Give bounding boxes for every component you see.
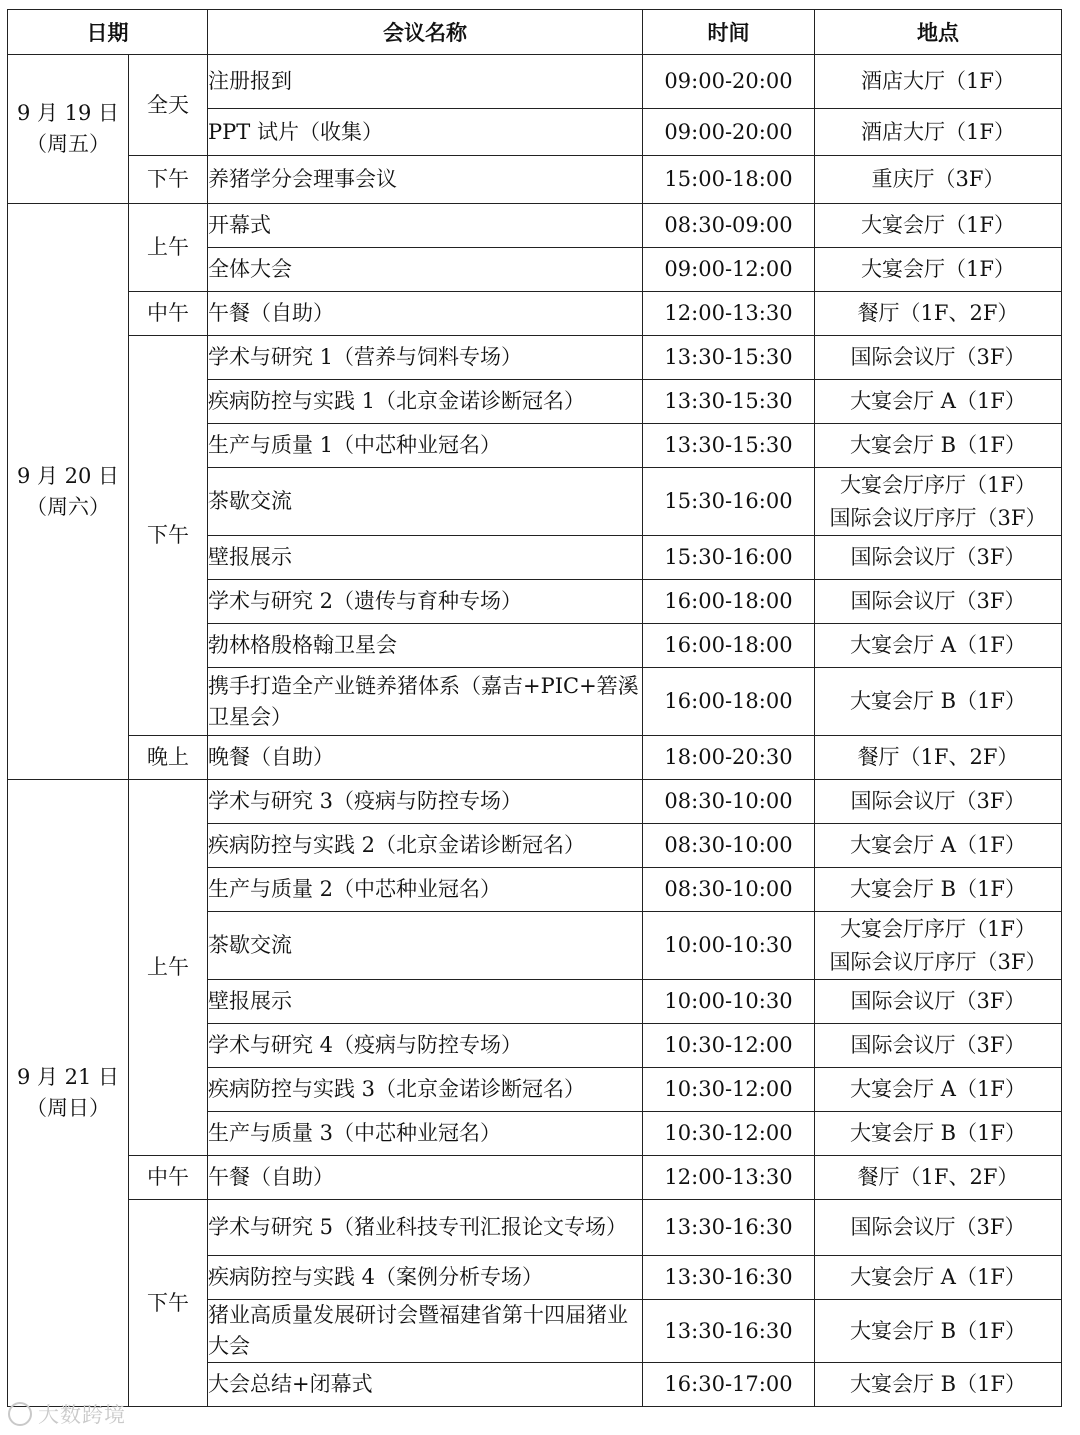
location-line: 大宴会厅 B（1F）: [849, 1121, 1027, 1145]
meeting-location: [815, 424, 1062, 468]
meeting-location: [815, 292, 1062, 336]
location-line: 大宴会厅 A（1F）: [850, 389, 1026, 413]
meeting-location: [815, 1156, 1062, 1200]
meeting-time: 15:30-16:00: [643, 468, 815, 536]
meeting-time: 16:00-18:00: [643, 580, 815, 624]
meeting-time: 13:30-16:30: [643, 1300, 815, 1363]
header-location: 地点: [815, 10, 1062, 55]
meeting-time: 16:00-18:00: [643, 668, 815, 736]
meeting-name: 养猪学分会理事会议: [208, 156, 643, 204]
location-line: 国际会议厅序厅（3F）: [829, 949, 1047, 974]
location-line: 餐厅（1F、2F）: [857, 1165, 1019, 1189]
meeting-time: 13:30-15:30: [643, 424, 815, 468]
location-line: 大宴会厅（1F）: [861, 257, 1015, 281]
meeting-location: [815, 580, 1062, 624]
location-line: 国际会议厅（3F）: [850, 1215, 1026, 1239]
meeting-name: 猪业高质量发展研讨会暨福建省第十四届猪业大会: [208, 1300, 643, 1363]
meeting-name: 午餐（自助）: [208, 1156, 643, 1200]
location-line: 大宴会厅 B（1F）: [849, 433, 1027, 457]
meeting-location: [815, 1200, 1062, 1256]
meeting-location: [815, 1300, 1062, 1363]
meeting-location: [815, 156, 1062, 204]
location-line: 国际会议厅（3F）: [850, 989, 1026, 1013]
watermark-text: 大数跨境: [38, 1403, 126, 1427]
meeting-name: 学术与研究 5（猪业科技专刊汇报论文专场）: [208, 1200, 643, 1256]
location-line: 酒店大厅（1F）: [861, 69, 1015, 93]
meeting-time: 10:00-10:30: [643, 912, 815, 980]
meeting-location: [815, 736, 1062, 780]
meeting-name: 生产与质量 2（中芯种业冠名）: [208, 868, 643, 912]
meeting-name: 学术与研究 3（疫病与防控专场）: [208, 780, 643, 824]
date-cell: [8, 204, 129, 780]
period-cell: 晚上: [129, 736, 208, 780]
meeting-name: 疾病防控与实践 2（北京金诺诊断冠名）: [208, 824, 643, 868]
period-cell: 全天: [129, 55, 208, 156]
meeting-time: 13:30-15:30: [643, 336, 815, 380]
meeting-name: 疾病防控与实践 4（案例分析专场）: [208, 1256, 643, 1300]
location-line: 大宴会厅序厅（1F）: [840, 916, 1036, 941]
location-line: 大宴会厅 A（1F）: [850, 1077, 1026, 1101]
meeting-time: 10:30-12:00: [643, 1112, 815, 1156]
meeting-time: 09:00-20:00: [643, 55, 815, 109]
meeting-location: [815, 824, 1062, 868]
meeting-name: 茶歇交流: [208, 468, 643, 536]
meeting-location: [815, 980, 1062, 1024]
meeting-name: 疾病防控与实践 1（北京金诺诊断冠名）: [208, 380, 643, 424]
meeting-location: [815, 336, 1062, 380]
schedule-body: [8, 55, 1062, 1407]
weekday-text: （周六）: [26, 494, 110, 519]
meeting-time: 08:30-10:00: [643, 868, 815, 912]
period-cell: 中午: [129, 292, 208, 336]
meeting-name: 壁报展示: [208, 536, 643, 580]
meeting-time: 09:00-20:00: [643, 109, 815, 156]
meeting-name: PPT 试片（收集）: [208, 109, 643, 156]
location-line: 国际会议厅序厅（3F）: [829, 505, 1047, 530]
table-row: [8, 336, 1062, 380]
table-row: [8, 780, 1062, 824]
meeting-location: [815, 868, 1062, 912]
meeting-name: 注册报到: [208, 55, 643, 109]
location-line: 国际会议厅（3F）: [850, 789, 1026, 813]
meeting-name: 疾病防控与实践 3（北京金诺诊断冠名）: [208, 1068, 643, 1112]
meeting-name: 学术与研究 1（营养与饲料专场）: [208, 336, 643, 380]
location-line: 酒店大厅（1F）: [861, 119, 1015, 144]
location-line: 餐厅（1F、2F）: [857, 745, 1019, 769]
weekday-text: （周日）: [26, 1096, 110, 1120]
meeting-time: 10:30-12:00: [643, 1024, 815, 1068]
meeting-name: 全体大会: [208, 248, 643, 292]
meeting-location: [815, 912, 1062, 980]
meeting-name: 勃林格殷格翰卫星会: [208, 624, 643, 668]
meeting-time: 13:30-15:30: [643, 380, 815, 424]
meeting-location: [815, 536, 1062, 580]
meeting-name: 壁报展示: [208, 980, 643, 1024]
location-line: 大宴会厅 A（1F）: [850, 833, 1026, 857]
meeting-location: [815, 780, 1062, 824]
header-row: [8, 10, 1062, 55]
meeting-location: [815, 248, 1062, 292]
location-line: 大宴会厅 B（1F）: [849, 877, 1027, 901]
location-line: 大宴会厅 A（1F）: [850, 1265, 1026, 1289]
header-time: 时间: [643, 10, 815, 55]
location-line: 餐厅（1F、2F）: [857, 301, 1019, 325]
meeting-name: 携手打造全产业链养猪体系（嘉吉+PIC+箬溪卫星会）: [208, 668, 643, 736]
meeting-location: [815, 204, 1062, 248]
meeting-location: [815, 380, 1062, 424]
period-cell: 下午: [129, 336, 208, 736]
table-row: [8, 204, 1062, 248]
conference-schedule-table: [7, 9, 1062, 1407]
meeting-time: 08:30-09:00: [643, 204, 815, 248]
meeting-time: 15:30-16:00: [643, 536, 815, 580]
location-line: 国际会议厅（3F）: [850, 345, 1026, 369]
period-cell: 上午: [129, 780, 208, 1156]
table-row: [8, 736, 1062, 780]
meeting-location: [815, 1024, 1062, 1068]
meeting-name: 生产与质量 1（中芯种业冠名）: [208, 424, 643, 468]
meeting-time: 16:00-18:00: [643, 624, 815, 668]
meeting-location: [815, 1112, 1062, 1156]
watermark: [8, 1399, 126, 1429]
location-line: 国际会议厅（3F）: [850, 1033, 1026, 1057]
meeting-name: 午餐（自助）: [208, 292, 643, 336]
date-cell: [8, 55, 129, 204]
location-line: 大宴会厅 A（1F）: [850, 633, 1026, 657]
meeting-name: 晚餐（自助）: [208, 736, 643, 780]
period-cell: 中午: [129, 1156, 208, 1200]
meeting-location: [815, 624, 1062, 668]
date-cell: [8, 780, 129, 1407]
meeting-time: 12:00-13:30: [643, 292, 815, 336]
table-row: [8, 1200, 1062, 1256]
header-date: 日期: [8, 10, 208, 55]
location-line: 大宴会厅（1F）: [861, 213, 1015, 237]
meeting-time: 18:00-20:30: [643, 736, 815, 780]
meeting-time: 13:30-16:30: [643, 1256, 815, 1300]
table-row: [8, 1156, 1062, 1200]
meeting-location: [815, 468, 1062, 536]
watermark-logo-icon: [8, 1402, 32, 1426]
period-cell: 下午: [129, 156, 208, 204]
meeting-location: [815, 55, 1062, 109]
date-text: 9 月 21 日: [16, 1065, 120, 1089]
location-line: 国际会议厅（3F）: [850, 589, 1026, 613]
meeting-time: 16:30-17:00: [643, 1363, 815, 1407]
table-row: [8, 55, 1062, 109]
meeting-time: 08:30-10:00: [643, 780, 815, 824]
meeting-location: [815, 109, 1062, 156]
location-line: 国际会议厅（3F）: [850, 545, 1026, 569]
location-line: 大宴会厅 B（1F）: [849, 1372, 1027, 1396]
meeting-name: 茶歇交流: [208, 912, 643, 980]
location-line: 大宴会厅序厅（1F）: [840, 472, 1036, 497]
header-meeting-name: 会议名称: [208, 10, 643, 55]
period-cell: 下午: [129, 1200, 208, 1407]
meeting-location: [815, 1068, 1062, 1112]
meeting-name: 学术与研究 2（遗传与育种专场）: [208, 580, 643, 624]
meeting-time: 09:00-12:00: [643, 248, 815, 292]
meeting-location: [815, 668, 1062, 736]
location-line: 大宴会厅 B（1F）: [849, 689, 1027, 713]
period-cell: 上午: [129, 204, 208, 292]
meeting-time: 10:30-12:00: [643, 1068, 815, 1112]
meeting-time: 15:00-18:00: [643, 156, 815, 204]
meeting-name: 学术与研究 4（疫病与防控专场）: [208, 1024, 643, 1068]
date-text: 9 月 20 日: [16, 463, 120, 488]
meeting-location: [815, 1363, 1062, 1407]
location-line: 重庆厅（3F）: [871, 167, 1005, 191]
table-row: [8, 292, 1062, 336]
meeting-name: 大会总结+闭幕式: [208, 1363, 643, 1407]
meeting-time: 10:00-10:30: [643, 980, 815, 1024]
location-line: 大宴会厅 B（1F）: [849, 1318, 1027, 1343]
meeting-time: 13:30-16:30: [643, 1200, 815, 1256]
meeting-name: 开幕式: [208, 204, 643, 248]
date-text: 9 月 19 日: [16, 101, 120, 125]
meeting-location: [815, 1256, 1062, 1300]
meeting-time: 12:00-13:30: [643, 1156, 815, 1200]
meeting-time: 08:30-10:00: [643, 824, 815, 868]
table-row: [8, 156, 1062, 204]
meeting-name: 生产与质量 3（中芯种业冠名）: [208, 1112, 643, 1156]
weekday-text: （周五）: [26, 132, 110, 156]
